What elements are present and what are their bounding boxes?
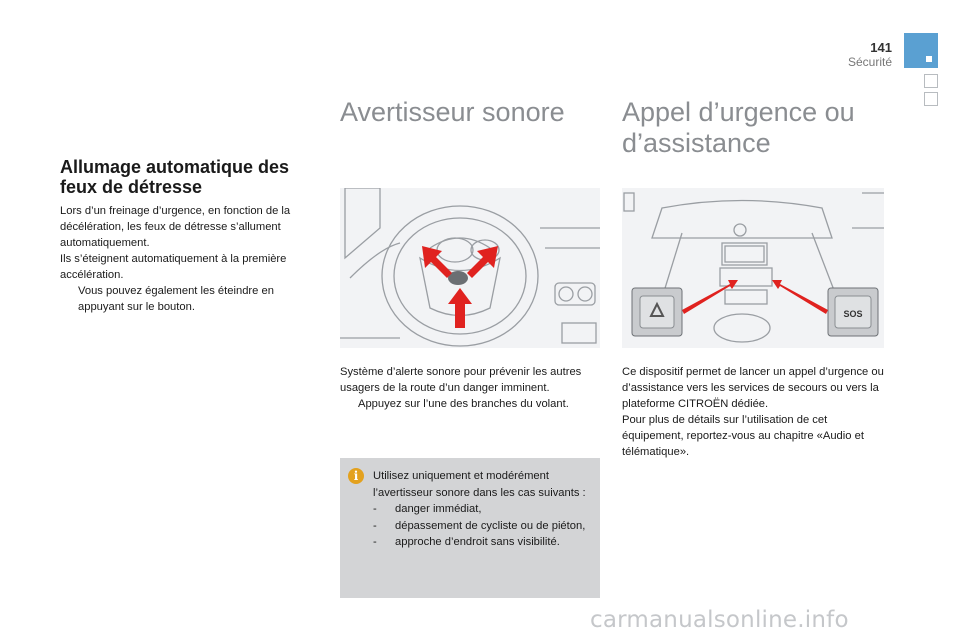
list-item: - dépassement de cycliste ou de piéton, [373, 519, 586, 532]
bullet-item [340, 396, 602, 412]
paragraph: Système d’alerte sonore pour prévenir les autres usagers de la route d’un danger imminent. [340, 366, 582, 394]
bullet-text: Vous pouvez également les éteindre en appuyant sur le bouton. [78, 285, 274, 313]
steering-wheel-illustration [340, 188, 600, 348]
page-title-horn: Avertisseur sonore [340, 97, 565, 127]
horn-text [340, 364, 602, 412]
page-number: 141 [870, 40, 892, 55]
dashboard-illustration [622, 188, 884, 348]
page-title-emergency: Appel d’urgence ou d’assistance [622, 97, 855, 158]
bullet-text: Appuyez sur l’une des branches du volant. [358, 398, 569, 410]
bullet-marker-icon [340, 396, 358, 412]
sos-button: SOS [843, 309, 863, 319]
section-tab[interactable] [924, 74, 938, 88]
note-intro: Utilisez uniquement et modérément l’avertisseur sonore dans les cas suivants : [373, 470, 586, 499]
left-text [60, 203, 322, 315]
paragraph: Ils s’éteignent automatiquement à la première accélération. [60, 253, 287, 281]
paragraph: Pour plus de détails sur l’utilisation de cet équipement, reportez-vous au chapitre «Audio et télématique». [622, 414, 864, 458]
emergency-text [622, 364, 884, 460]
paragraph: Ce dispositif permet de lancer un appel d’urgence ou d’assistance vers les services de secours ou vers la plateforme CITROËN dédiée. [622, 366, 884, 410]
info-note [340, 458, 600, 598]
watermark: carmanualsonline.info [590, 607, 849, 633]
paragraph: Lors d’un freinage d’urgence, en fonction de la décélération, les feux de détresse s’allument automatiquement. [60, 205, 291, 249]
list-item: - danger immédiat, [373, 503, 482, 515]
dashboard-drawing [622, 188, 884, 348]
section-name: Sécurité [847, 55, 892, 69]
section-tab[interactable] [924, 92, 938, 106]
bullet-item [60, 283, 322, 315]
steering-wheel-drawing [340, 188, 600, 348]
section-tab-active[interactable] [904, 33, 938, 68]
bullet-marker-icon [60, 283, 78, 315]
section-heading: Allumage automatique des feux de détresse [60, 157, 290, 197]
tab-marker-icon [926, 56, 932, 62]
info-icon: i [348, 468, 364, 484]
list-item: - approche d’endroit sans visibilité. [373, 536, 560, 548]
